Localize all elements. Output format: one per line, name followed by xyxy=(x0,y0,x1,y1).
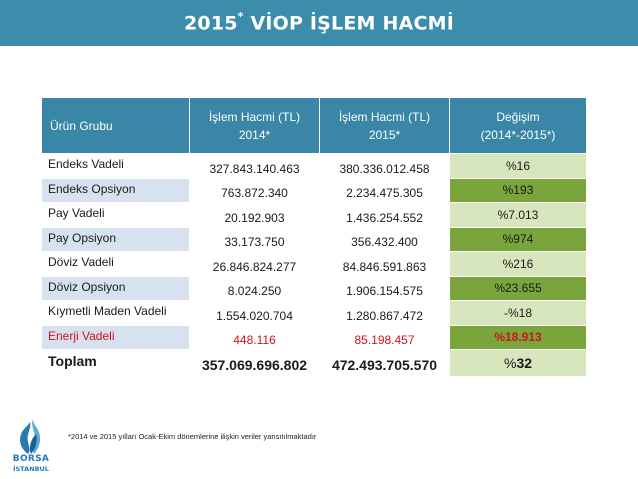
logo-text-istanbul: İSTANBUL xyxy=(13,465,49,473)
title-bar xyxy=(0,0,638,46)
change-value: %216 xyxy=(450,252,587,277)
change-value: %974 xyxy=(450,227,587,252)
product-name: Pay Opsiyon xyxy=(42,227,190,252)
product-name: Endeks Opsiyon xyxy=(42,178,190,203)
volume-2015: 2.234.475.305 xyxy=(320,178,450,203)
volume-2015: 1.906.154.575 xyxy=(320,276,450,301)
volume-table xyxy=(41,97,587,377)
product-name: Pay Vadeli xyxy=(42,203,190,228)
change-value: %23.655 xyxy=(450,276,587,301)
volume-2014: 8.024.250 xyxy=(190,276,320,301)
volume-2014: 20.192.903 xyxy=(190,203,320,228)
volume-2015: 85.198.457 xyxy=(320,325,450,350)
borsa-istanbul-logo xyxy=(6,414,56,474)
total-label: Toplam xyxy=(42,350,190,377)
product-name: Kıymetli Maden Vadeli xyxy=(42,301,190,326)
total-volume-2014: 357.069.696.802 xyxy=(190,350,320,377)
volume-2015: 1.280.867.472 xyxy=(320,301,450,326)
volume-2014: 33.173.750 xyxy=(190,227,320,252)
header-change: Değişim (2014*-2015*) xyxy=(450,98,587,154)
table-row xyxy=(42,301,587,326)
tulip-logo-icon xyxy=(6,414,56,456)
change-value: %193 xyxy=(450,178,587,203)
volume-2014: 448.116 xyxy=(190,325,320,350)
change-value: %16 xyxy=(450,154,587,179)
header-product-group: Ürün Grubu xyxy=(42,98,190,154)
logo-text-borsa: BORSA xyxy=(12,454,50,464)
change-value: %7.013 xyxy=(450,203,587,228)
product-name: Enerji Vadeli xyxy=(42,325,190,350)
header-volume-2015: İşlem Hacmi (TL) 2015* xyxy=(320,98,450,154)
footnote: *2014 ve 2015 yılları Ocak-Ekim dönemlerine ilişkin veriler yansıtılmaktadır xyxy=(68,432,317,441)
table-row xyxy=(42,325,587,350)
product-name: Endeks Vadeli xyxy=(42,154,190,179)
change-value: -%18 xyxy=(450,301,587,326)
table-row xyxy=(42,276,587,301)
table-row xyxy=(42,252,587,277)
volume-2015: 1.436.254.552 xyxy=(320,203,450,228)
change-value: %18.913 xyxy=(450,325,587,350)
total-row xyxy=(42,350,587,377)
volume-2015: 380.336.012.458 xyxy=(320,154,450,179)
table-row xyxy=(42,154,587,179)
volume-2014: 327.843.140.463 xyxy=(190,154,320,179)
table-row xyxy=(42,203,587,228)
volume-2015: 356.432.400 xyxy=(320,227,450,252)
product-name: Döviz Vadeli xyxy=(42,252,190,277)
volume-2014: 26.846.824.277 xyxy=(190,252,320,277)
table-row xyxy=(42,227,587,252)
volume-2014: 763.872.340 xyxy=(190,178,320,203)
total-change: %32 xyxy=(450,350,587,377)
total-volume-2015: 472.493.705.570 xyxy=(320,350,450,377)
header-volume-2014: İşlem Hacmi (TL) 2014* xyxy=(190,98,320,154)
volume-2015: 84.846.591.863 xyxy=(320,252,450,277)
table-header-row xyxy=(42,98,587,154)
table-row xyxy=(42,178,587,203)
product-name: Döviz Opsiyon xyxy=(42,276,190,301)
page-title: 2015* VİOP İŞLEM HACMİ xyxy=(183,9,454,35)
volume-2014: 1.554.020.704 xyxy=(190,301,320,326)
